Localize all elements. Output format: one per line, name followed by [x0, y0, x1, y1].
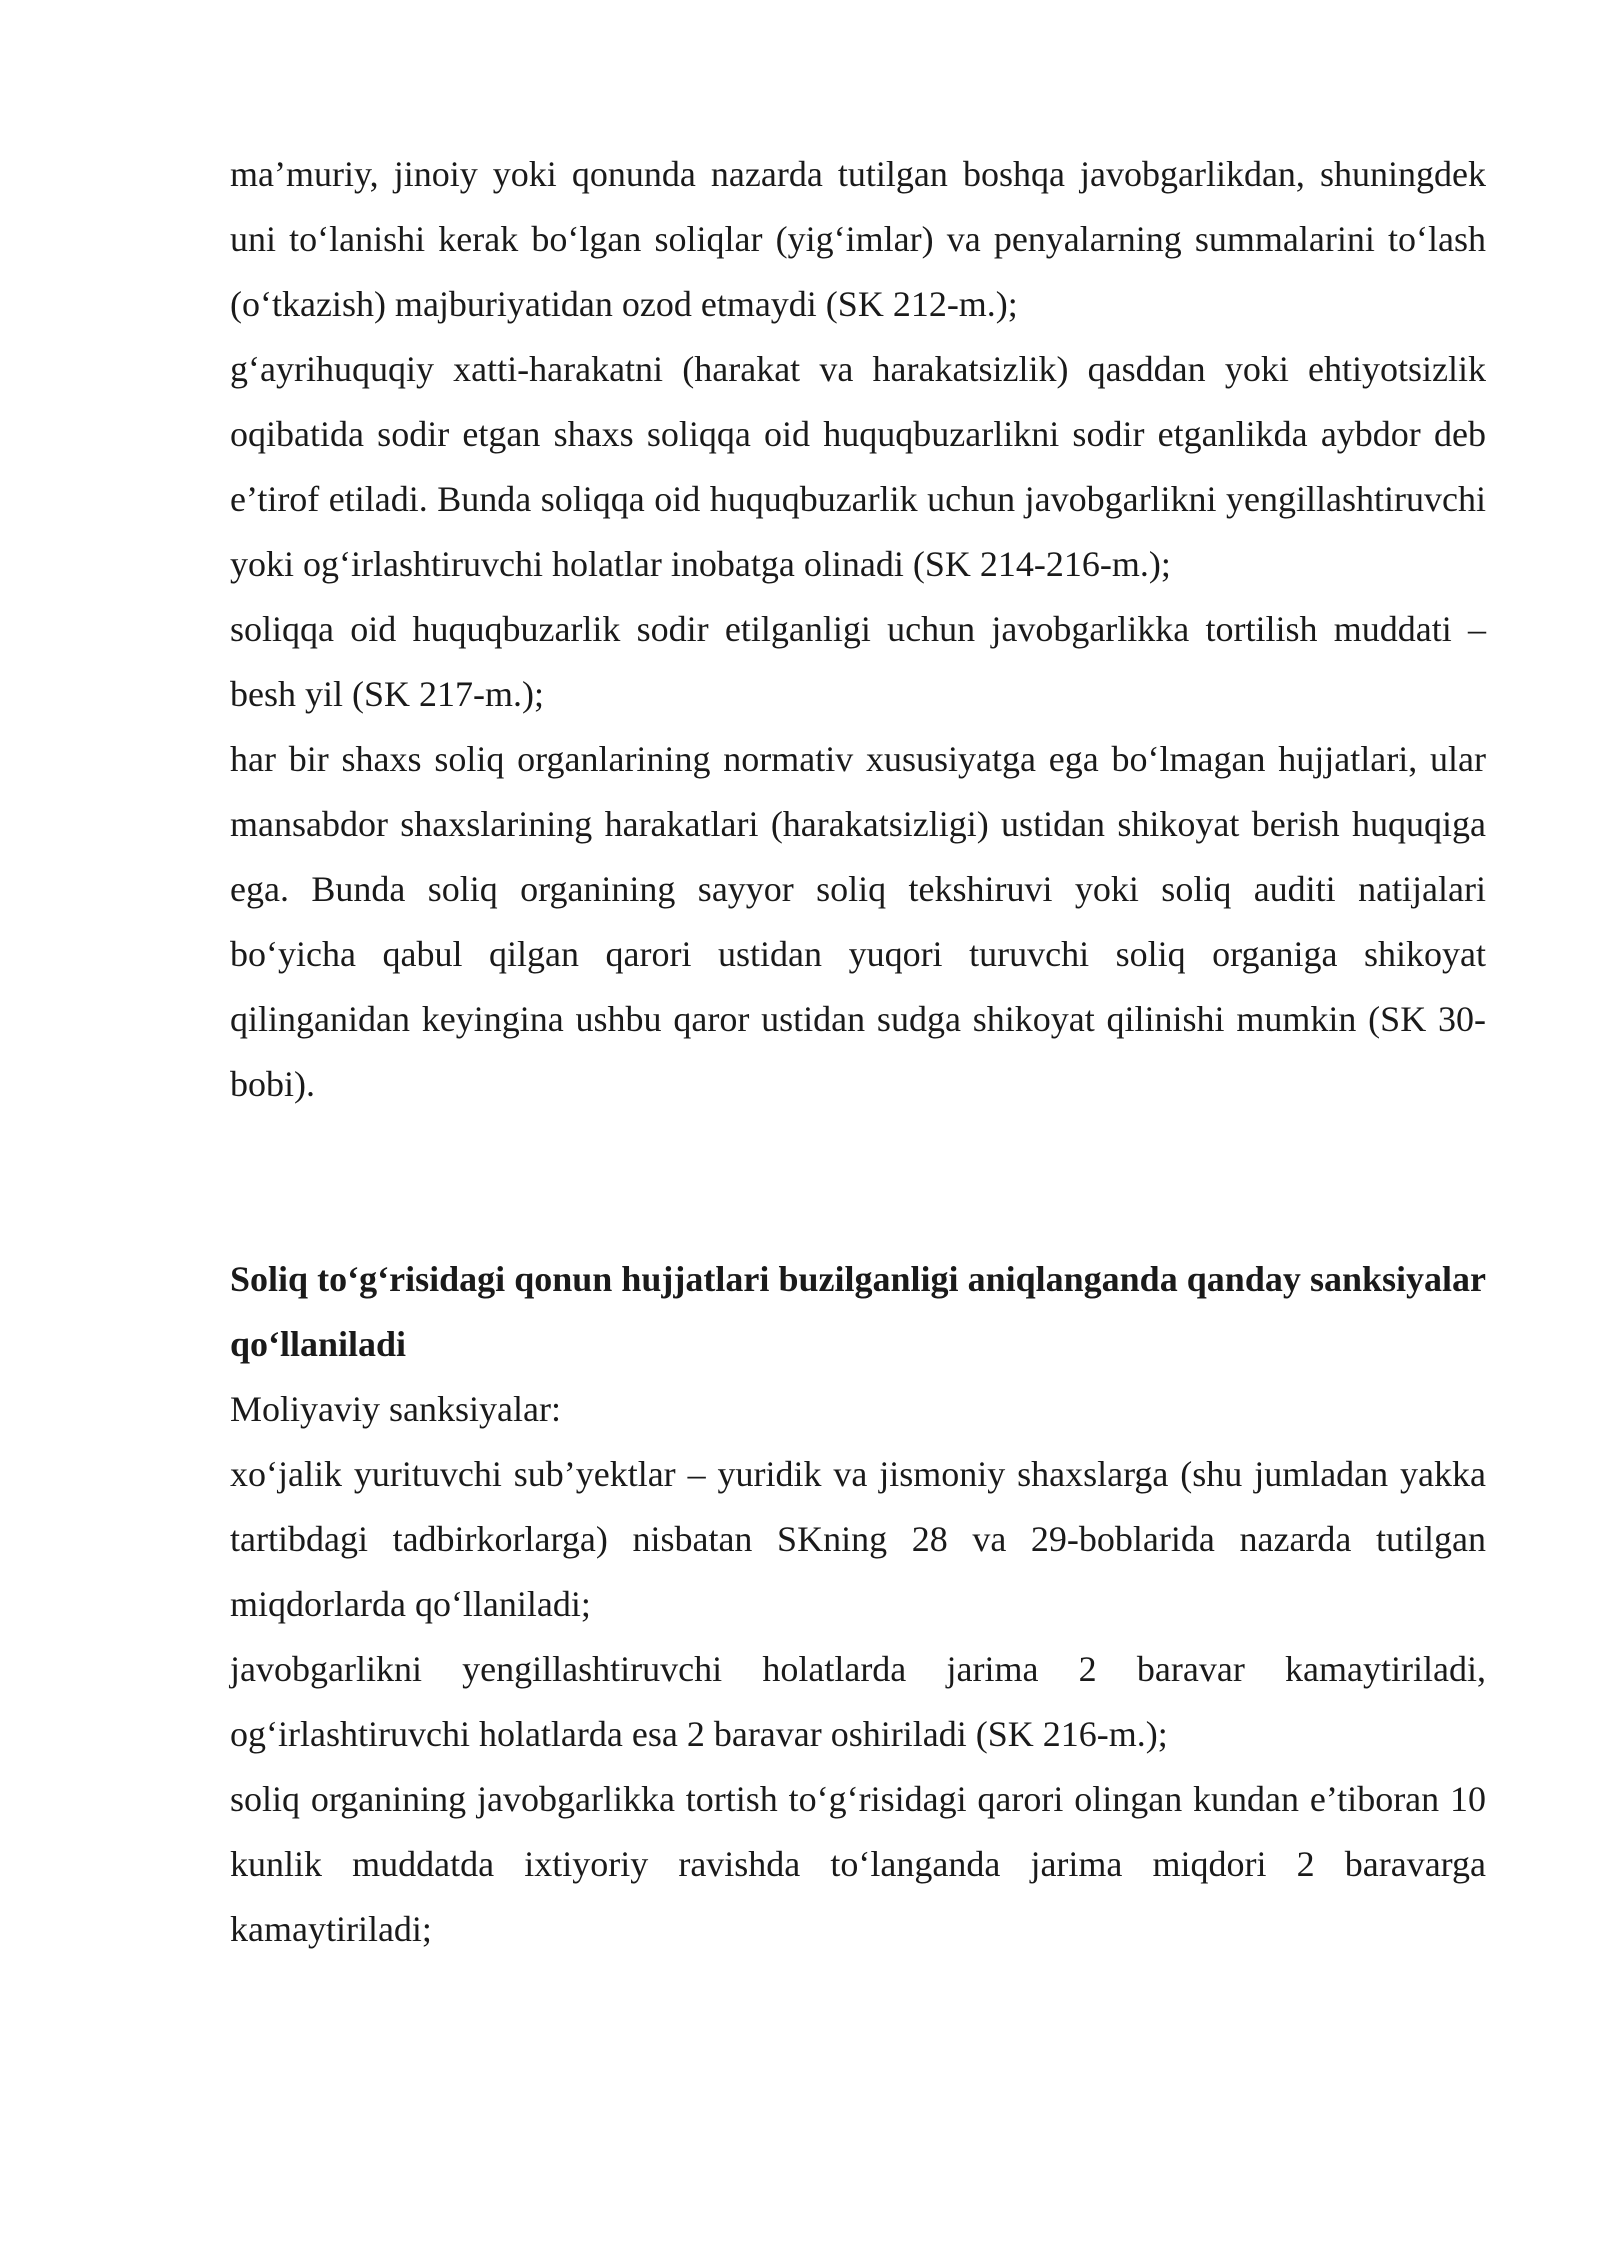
paragraph-liability-exemption: ma’muriy, jinoiy yoki qonunda nazarda tutilgan boshqa javobgarlikdan, shuningdek uni to‘lanishi kerak bo‘lgan soliqlar (yig‘imlar) va penyalarning summalarini to‘lash (o‘tkazish) majburiyatidan ozod etmaydi (SK 212-m.);: [230, 154, 1486, 324]
paragraph-financial-sanctions-label: Moliyaviy sanksiyalar:: [230, 1389, 561, 1429]
section-spacer: [230, 1117, 1486, 1247]
paragraph-guilt-recognition: g‘ayrihuquqiy xatti-harakatni (harakat va harakatsizlik) qasddan yoki ehtiyotsizlik oqibatida sodir etgan shaxs soliqqa oid huquqbuzarlikni sodir etganlikda aybdor deb e’tirof etiladi. Bunda soliqqa oid huquqbuzarlik uchun javobgarlikni yengillashtiruvchi yoki og‘irlashtiruvchi holatlar inobatga olinadi (SK 214-216-m.);: [230, 349, 1486, 584]
paragraph-business-entities: xo‘jalik yurituvchi sub’yektlar – yuridik va jismoniy shaxslarga (shu jumladan yakka tartibdagi tadbirkorlarga) nisbatan SKning 28 va 29-boblarida nazarda tutilgan miqdorlarda qo‘llaniladi;: [230, 1454, 1486, 1624]
paragraph-fine-adjustment: javobgarlikni yengillashtiruvchi holatlarda jarima 2 baravar kamaytiriladi, og‘irlashtiruvchi holatlarda esa 2 baravar oshiriladi (SK 216-m.);: [230, 1649, 1486, 1754]
paragraph-limitation-period: soliqqa oid huquqbuzarlik sodir etilganligi uchun javobgarlikka tortilish muddati – besh yil (SK 217-m.);: [230, 609, 1486, 714]
paragraph-voluntary-payment: soliq organining javobgarlikka tortish to‘g‘risidagi qarori olingan kundan e’tiboran 10 kunlik muddatda ixtiyoriy ravishda to‘langanda jarima miqdori 2 baravarga kamaytiriladi;: [230, 1779, 1486, 1949]
paragraph-right-to-appeal: har bir shaxs soliq organlarining normativ xususiyatga ega bo‘lmagan hujjatlari, ular mansabdor shaxslarining harakatlari (harakatsizligi) ustidan shikoyat berish huquqiga ega. Bunda soliq organining sayyor soliq tekshiruvi yoki soliq auditi natijalari bo‘yicha qabul qilgan qarori ustidan yuqori turuvchi soliq organiga shikoyat qilinganidan keyingina ushbu qaror ustidan sudga shikoyat qilinishi mumkin (SK 30-bobi).: [230, 739, 1486, 1104]
section-heading: Soliq to‘g‘risidagi qonun hujjatlari buzilganligi aniqlanganda qanday sanksiyalar qo‘llaniladi: [230, 1259, 1486, 1364]
document-body: [230, 142, 1486, 1962]
